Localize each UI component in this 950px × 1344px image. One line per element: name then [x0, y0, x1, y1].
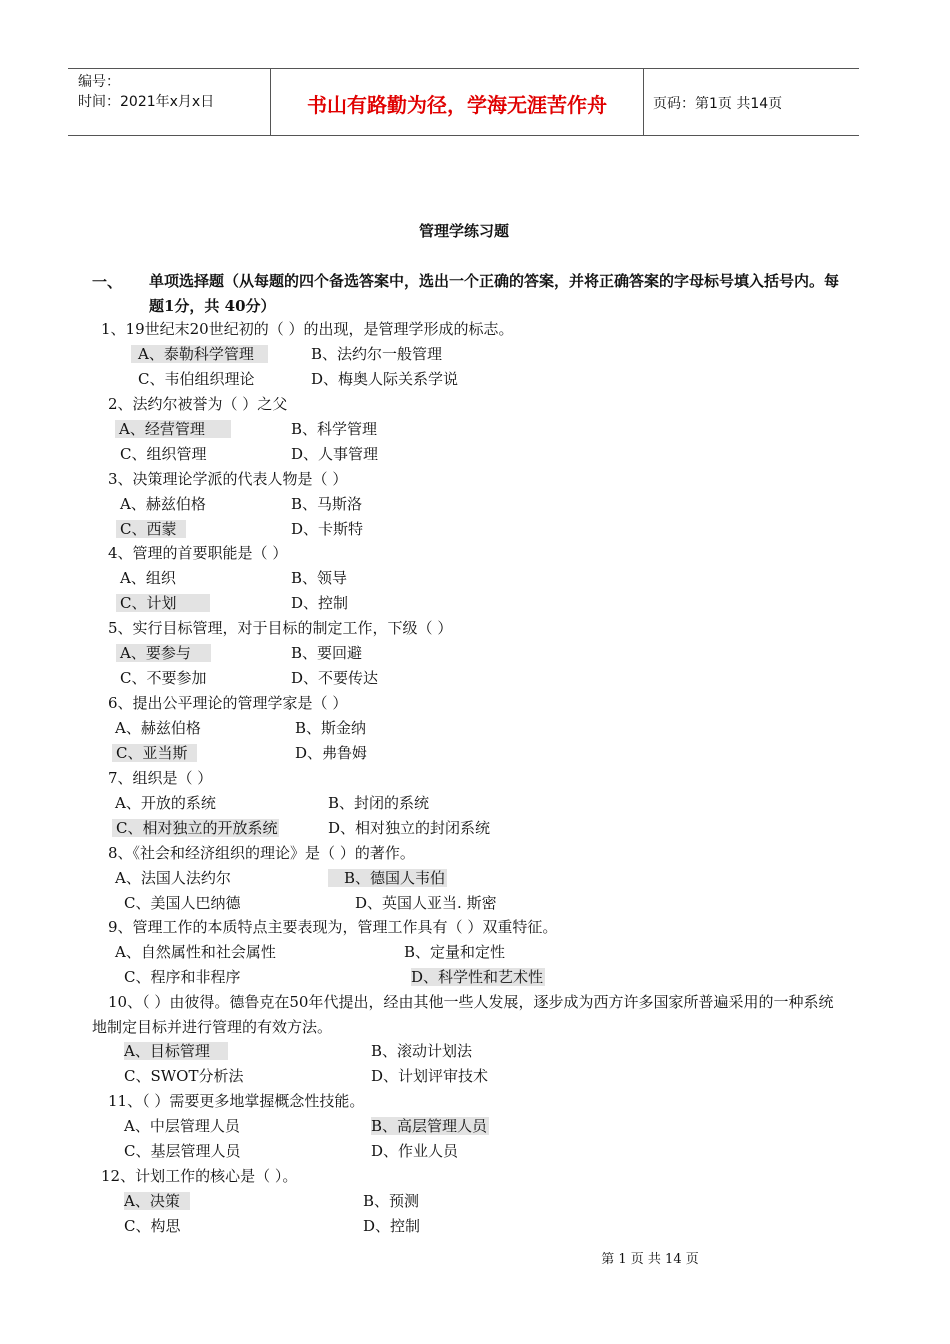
- header-page-info: 页码：第1页 共14页: [653, 96, 783, 112]
- option-4d: D、控制: [291, 594, 349, 612]
- option-4b: B、领导: [291, 569, 348, 587]
- option-12c: C、构思: [124, 1217, 181, 1235]
- option-1a: [131, 343, 268, 365]
- option-9d: [411, 966, 545, 988]
- option-10d: D、计划评审技术: [371, 1067, 489, 1085]
- page-footer: 第 1 页 共 14 页: [601, 1252, 699, 1267]
- option-9a: A、自然属性和社会属性: [115, 943, 276, 961]
- question-3: 3、决策理论学派的代表人物是（ ）: [108, 470, 348, 488]
- question-7: 7、组织是（ ）: [108, 769, 213, 787]
- question-5: 5、实行目标管理，对于目标的制定工作，下级（ ）: [108, 619, 453, 637]
- option-2c: C、组织管理: [120, 445, 207, 463]
- option-4a: A、组织: [120, 569, 176, 587]
- option-11b: [371, 1115, 489, 1137]
- option-12b: B、预测: [363, 1192, 420, 1210]
- question-11: 11、（ ）需要更多地掌握概念性技能。: [108, 1092, 365, 1110]
- option-11c: C、基层管理人员: [124, 1142, 241, 1160]
- option-3a: A、赫兹伯格: [120, 495, 206, 513]
- question-9: 9、管理工作的本质特点主要表现为，管理工作具有（ ）双重特征。: [108, 918, 558, 936]
- answer-highlight: C、西蒙: [116, 520, 186, 538]
- answer-highlight: A、决策: [124, 1192, 190, 1210]
- option-12a: [124, 1190, 190, 1212]
- option-6b: B、斯金纳: [295, 719, 367, 737]
- option-1c: C、韦伯组织理论: [138, 370, 255, 388]
- option-8c: C、美国人巴纳德: [124, 894, 241, 912]
- question-10: 10、（ ）由彼得。德鲁克在50年代提出，经由其他一些人发展，逐步成为西方许多国家所普遍采用的一种系统地制定目标并进行管理的有效方法。: [92, 993, 834, 1036]
- answer-highlight: D、科学性和艺术性: [411, 968, 544, 986]
- answer-highlight: A、目标管理: [124, 1042, 228, 1060]
- option-6a: A、赫兹伯格: [115, 719, 201, 737]
- option-12d: D、控制: [363, 1217, 421, 1235]
- option-8b: [328, 867, 447, 889]
- option-10a: [124, 1040, 228, 1062]
- document-title: 管理学练习题: [418, 222, 509, 240]
- answer-highlight: A、要参与: [116, 644, 211, 662]
- option-1b: B、法约尔一般管理: [311, 345, 443, 363]
- option-6d: D、弗鲁姆: [295, 744, 368, 762]
- option-7b: B、封闭的系统: [328, 794, 430, 812]
- option-10b: B、滚动计划法: [371, 1042, 473, 1060]
- question-2: 2、法约尔被誉为（ ）之父: [108, 395, 288, 413]
- header-bottom-rule: [68, 135, 859, 136]
- option-3b: B、马斯洛: [291, 495, 363, 513]
- question-4: 4、管理的首要职能是（ ）: [108, 544, 288, 562]
- option-8d: D、英国人亚当. 斯密: [355, 894, 497, 912]
- option-7a: A、开放的系统: [115, 794, 216, 812]
- option-9b: B、定量和定性: [404, 943, 506, 961]
- option-11a: A、中层管理人员: [124, 1117, 240, 1135]
- option-1d: D、梅奥人际关系学说: [311, 370, 459, 388]
- header-meta: [78, 72, 214, 112]
- option-3c: [116, 518, 186, 540]
- answer-highlight: A、经营管理: [115, 420, 231, 438]
- answer-highlight: B、高层管理人员: [371, 1117, 488, 1135]
- option-10c: C、SWOT分析法: [124, 1067, 244, 1085]
- option-2b: B、科学管理: [291, 420, 378, 438]
- question-6: 6、提出公平理论的管理学家是（ ）: [108, 694, 348, 712]
- answer-highlight: B、德国人韦伯: [328, 869, 447, 887]
- question-12: 12、计划工作的核心是（ ）。: [101, 1167, 298, 1185]
- option-8a: A、法国人法约尔: [115, 869, 231, 887]
- option-6c: [112, 742, 197, 764]
- answer-highlight: C、相对独立的开放系统: [112, 819, 279, 837]
- option-5d: D、不要传达: [291, 669, 379, 687]
- option-5a: [116, 642, 211, 664]
- section-instructions: 单项选择题（从每题的四个备选答案中，选出一个正确的答案，并将正确答案的字母标号填入括号内。每题1分，共 40分）: [149, 272, 840, 315]
- option-2d: D、人事管理: [291, 445, 379, 463]
- header-number-label: 编号：: [78, 74, 120, 90]
- option-2a: [115, 418, 231, 440]
- option-5c: C、不要参加: [120, 669, 207, 687]
- header-time-label: 时间：2021年x月x日: [78, 94, 215, 110]
- option-5b: B、要回避: [291, 644, 363, 662]
- header-divider-2: [643, 68, 644, 136]
- answer-highlight: A、泰勒科学管理: [131, 345, 268, 363]
- option-4c: [116, 592, 210, 614]
- option-7d: D、相对独立的封闭系统: [328, 819, 491, 837]
- question-1: 1、19世纪末20世纪初的（ ）的出现，是管理学形成的标志。: [101, 320, 514, 338]
- option-9c: C、程序和非程序: [124, 968, 241, 986]
- option-3d: D、卡斯特: [291, 520, 364, 538]
- header-motto: 书山有路勤为径，学海无涯苦作舟: [307, 93, 607, 117]
- header-top-rule: [68, 68, 859, 69]
- option-11d: D、作业人员: [371, 1142, 459, 1160]
- answer-highlight: C、计划: [116, 594, 210, 612]
- section-number: 一、: [92, 273, 123, 291]
- option-7c: [112, 817, 279, 839]
- question-8: 8、《社会和经济组织的理论》是（ ）的著作。: [108, 844, 415, 862]
- answer-highlight: C、亚当斯: [112, 744, 197, 762]
